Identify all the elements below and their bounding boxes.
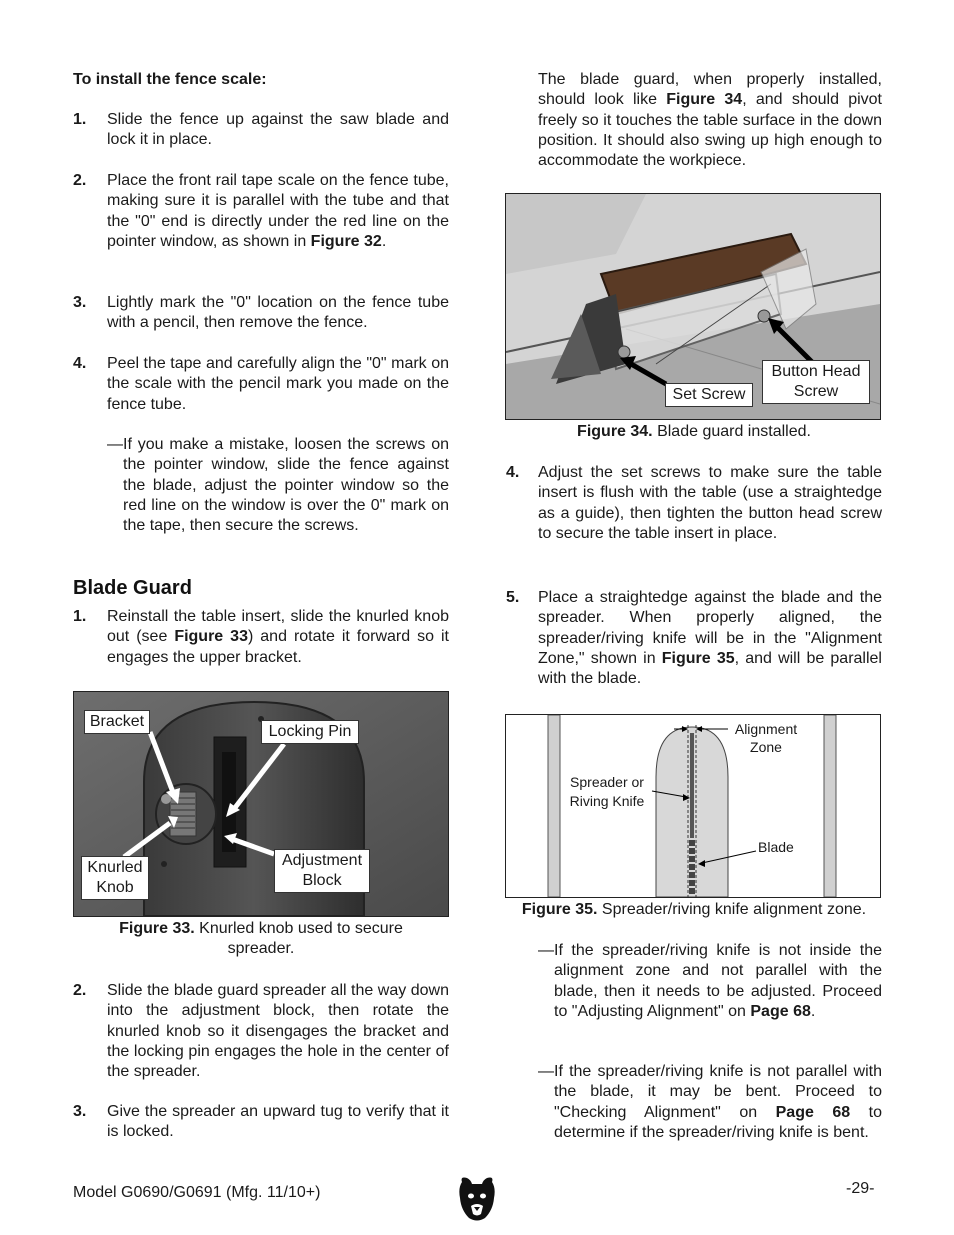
- footer-model: Model G0690/G0691 (Mfg. 11/10+): [73, 1184, 321, 1201]
- blade-guard-intro: The blade guard, when properly installed, should look like Figure 34, and should pivot freely so it touches the table surface in the down position. It should also swing up high enough to accommodate the workpiece.: [538, 71, 883, 170]
- adjustment-block-label: Adjustment Block: [274, 849, 370, 893]
- knurled-knob-label: Knurled Knob: [81, 856, 149, 900]
- page-reference: Page 68: [775, 1103, 851, 1121]
- step-number: 3.: [73, 294, 87, 311]
- figure-reference: Figure 32: [310, 232, 382, 250]
- note-text: If you make a mistake, loosen the screws on the pointer window, slide the fence against the blade, adjust the pointer window so the red line on the window is over the 0" mark on the tape, then secure the screws.: [123, 436, 449, 535]
- mistake-note: — If you make a mistake, loosen the screws on the pointer window, slide the fence against the blade, adjust the pointer window so the red line on the window is over the 0" mark on the tape, then secure the screws.: [107, 435, 449, 536]
- step-number: 3.: [73, 1103, 87, 1120]
- blade-label: Blade: [758, 839, 794, 855]
- step-number: 2.: [73, 172, 87, 189]
- alignment-zone-label: Alignment Zone: [734, 721, 798, 755]
- step-text: Place the front rail tape scale on the fence tube, making sure it is parallel with the tube and that the "0" end is directly under the red line on the pointer window, as shown in Figure 32.: [107, 172, 449, 250]
- page-reference: Page 68: [750, 1002, 811, 1020]
- step-text: Adjust the set screws to make sure the table insert is flush with the table (use a straightedge as a guide), then tighten the button head screw to secure the table insert in place.: [538, 464, 882, 542]
- figure-reference: Figure 33: [174, 628, 248, 646]
- button-head-screw-label: Button Head Screw: [762, 360, 870, 404]
- figure-33-caption: Figure 33. Knurled knob used to secure spreader.: [119, 920, 403, 957]
- alignment-note-2: — If the spreader/riving knife is not parallel with the blade, it may be bent. Proceed to "Checking Alignment" on Page 68 to determine if the spreader/riving knife is bent.: [538, 1062, 882, 1143]
- figure-34-photo: [505, 193, 881, 420]
- note-text: If the spreader/riving knife is not inside the alignment zone and not parallel with the blade, then it needs to be adjusted. Proceed to "Adjusting Alignment" on Page 68.: [554, 942, 882, 1020]
- step-number: 4.: [73, 355, 87, 372]
- step-text: Slide the blade guard spreader all the way down into the adjustment block, then rotate the knurled knob so it disengages the bracket and the locking pin engages the hole in the center of the spreader.: [107, 982, 449, 1081]
- set-screw-label: Set Screw: [665, 383, 753, 407]
- install-fence-scale-heading: To install the fence scale:: [73, 71, 267, 88]
- blade-guard-heading: Blade Guard: [73, 577, 192, 599]
- step-text: Peel the tape and carefully align the "0" mark on the scale with the pencil mark you made on the fence tube.: [107, 355, 449, 413]
- spreader-riving-knife-label: Spreader or Riving Knife: [569, 774, 645, 809]
- step-number: 1.: [73, 111, 87, 128]
- bracket-label: Bracket: [84, 710, 150, 734]
- step-text: Lightly mark the "0" location on the fence tube with a pencil, then remove the fence.: [107, 294, 449, 332]
- step-text: Place a straightedge against the blade and the spreader. When properly aligned, the spreader/riving knife will be in the "Alignment Zone," shown in Figure 35, and will be parallel with the blade.: [538, 589, 882, 688]
- step-number: 2.: [73, 982, 87, 999]
- note-text: If the spreader/riving knife is not parallel with the blade, it may be bent. Proceed to "Checking Alignment" on Page 68 to determine if the spreader/riving knife is bent.: [554, 1063, 883, 1141]
- step-text: Give the spreader an upward tug to verify that it is locked.: [107, 1103, 449, 1141]
- step-text: Slide the fence up against the saw blade and lock it in place.: [107, 111, 449, 149]
- step-number: 5.: [506, 589, 520, 606]
- figure-reference: Figure 35: [661, 649, 735, 667]
- locking-pin-label: Locking Pin: [261, 720, 359, 744]
- step-number: 4.: [506, 464, 520, 481]
- bear-head-icon: [457, 1176, 497, 1222]
- figure-34-caption: Figure 34. Blade guard installed.: [577, 423, 811, 440]
- step-number: 1.: [73, 608, 87, 625]
- step-text: Reinstall the table insert, slide the knurled knob out (see Figure 33) and rotate it forward so it engages the upper bracket.: [107, 608, 450, 666]
- figure-33-photo: [73, 691, 449, 917]
- page-number: -29-: [846, 1180, 875, 1197]
- figure-reference: Figure 34: [666, 91, 743, 109]
- alignment-note-1: — If the spreader/riving knife is not inside the alignment zone and not parallel with the blade, then it needs to be adjusted. Proceed to "Adjusting Alignment" on Page 68.: [538, 941, 882, 1022]
- figure-35-diagram: [505, 714, 881, 898]
- figure-35-caption: Figure 35. Spreader/riving knife alignment zone.: [521, 901, 867, 918]
